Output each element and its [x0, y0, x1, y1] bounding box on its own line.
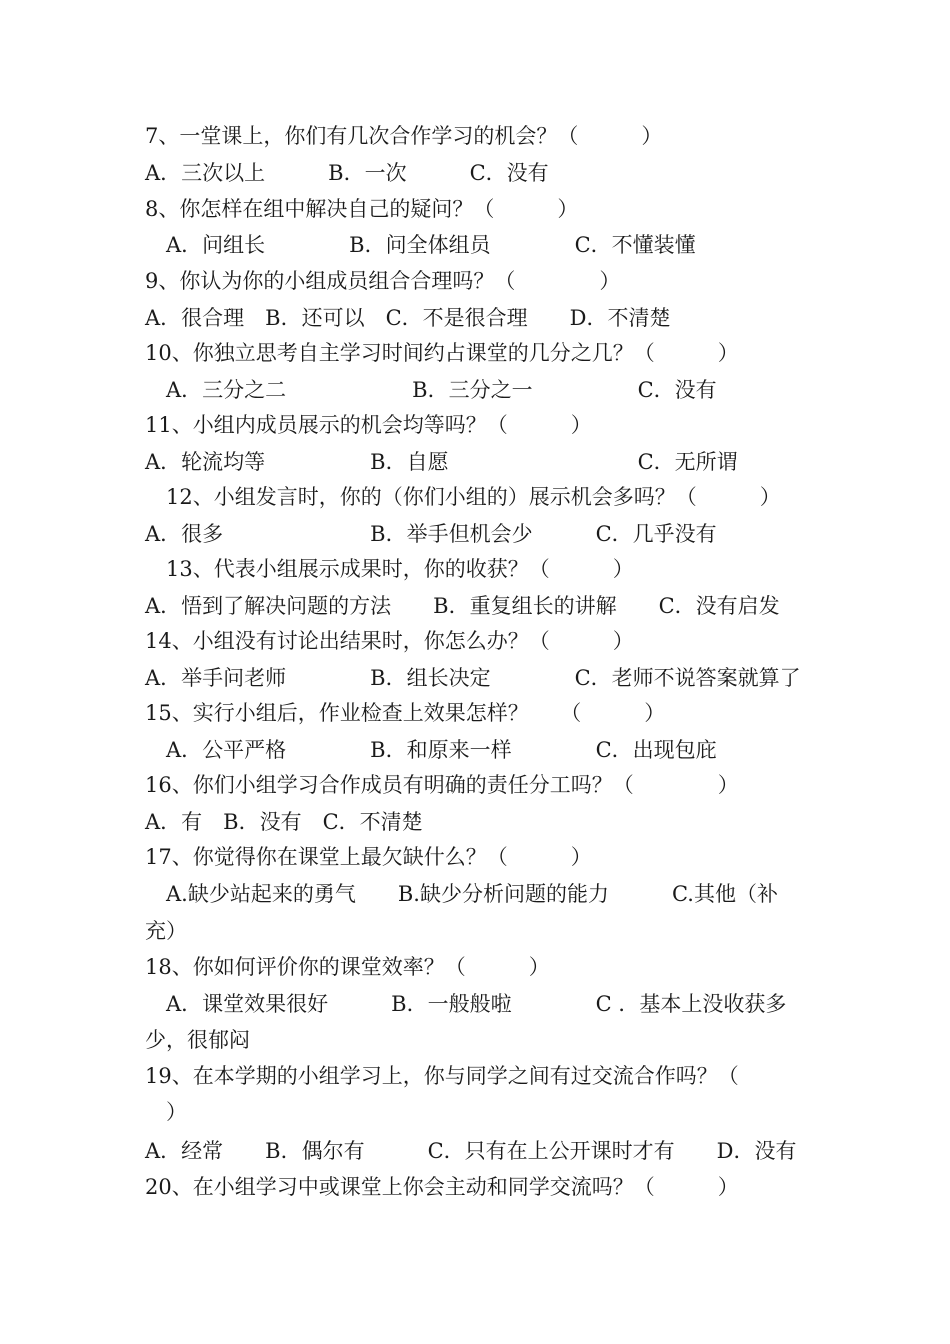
options-7: A．三次以上 B．一次 C．没有	[145, 161, 549, 185]
options-8: A．问组长 B．问全体组员 C．不懂装懂	[145, 233, 696, 257]
options-12: A．很多 B．举手但机会少 C．几乎没有	[145, 522, 717, 546]
options-17: A.缺少站起来的勇气 B.缺少分析问题的能力 C.其他（补	[145, 882, 778, 906]
options-14: A．举手问老师 B．组长决定 C．老师不说答案就算了	[145, 666, 801, 690]
question-17: 17、你觉得你在课堂上最欠缺什么？（ ）	[145, 845, 592, 869]
question-20: 20、在小组学习中或课堂上你会主动和同学交流吗？（ ）	[145, 1175, 739, 1199]
question-9: 9、你认为你的小组成员组合合理吗？（ ）	[145, 269, 621, 293]
question-13: 13、代表小组展示成果时，你的收获？（ ）	[145, 557, 634, 581]
question-16: 16、你们小组学习合作成员有明确的责任分工吗？（ ）	[145, 773, 739, 797]
options-18-continued: 少，很郁闷	[145, 1028, 250, 1052]
question-10: 10、你独立思考自主学习时间约占课堂的几分之几？（ ）	[145, 341, 739, 365]
question-14: 14、小组没有讨论出结果时，你怎么办？（ ）	[145, 629, 634, 653]
options-17-continued: 充）	[145, 919, 187, 943]
question-8: 8、你怎样在组中解决自己的疑问？（ ）	[145, 197, 579, 221]
options-16: A．有 B．没有 C．不清楚	[145, 810, 423, 834]
options-9: A．很合理 B．还可以 C．不是很合理 D．不清楚	[145, 306, 671, 330]
question-18: 18、你如何评价你的课堂效率？（ ）	[145, 955, 550, 979]
options-13: A．悟到了解决问题的方法 B．重复组长的讲解 C．没有启发	[145, 594, 780, 618]
question-7: 7、一堂课上，你们有几次合作学习的机会？（ ）	[145, 124, 663, 148]
options-10: A．三分之二 B．三分之一 C．没有	[145, 378, 717, 402]
options-18: A．课堂效果很好 B．一般般啦 C ．基本上没收获多	[145, 992, 787, 1016]
question-15: 15、实行小组后，作业检查上效果怎样？ （ ）	[145, 701, 666, 725]
options-19: A．经常 B．偶尔有 C．只有在上公开课时才有 D．没有	[145, 1139, 797, 1163]
options-11: A．轮流均等 B．自愿 C．无所谓	[145, 450, 738, 474]
question-12: 12、小组发言时，你的（你们小组的）展示机会多吗？（ ）	[145, 485, 781, 509]
question-19-continued: ）	[145, 1100, 187, 1124]
question-19: 19、在本学期的小组学习上，你与同学之间有过交流合作吗？（	[145, 1064, 739, 1088]
question-11: 11、小组内成员展示的机会均等吗？（ ）	[145, 413, 592, 437]
options-15: A．公平严格 B．和原来一样 C．出现包庇	[145, 738, 717, 762]
